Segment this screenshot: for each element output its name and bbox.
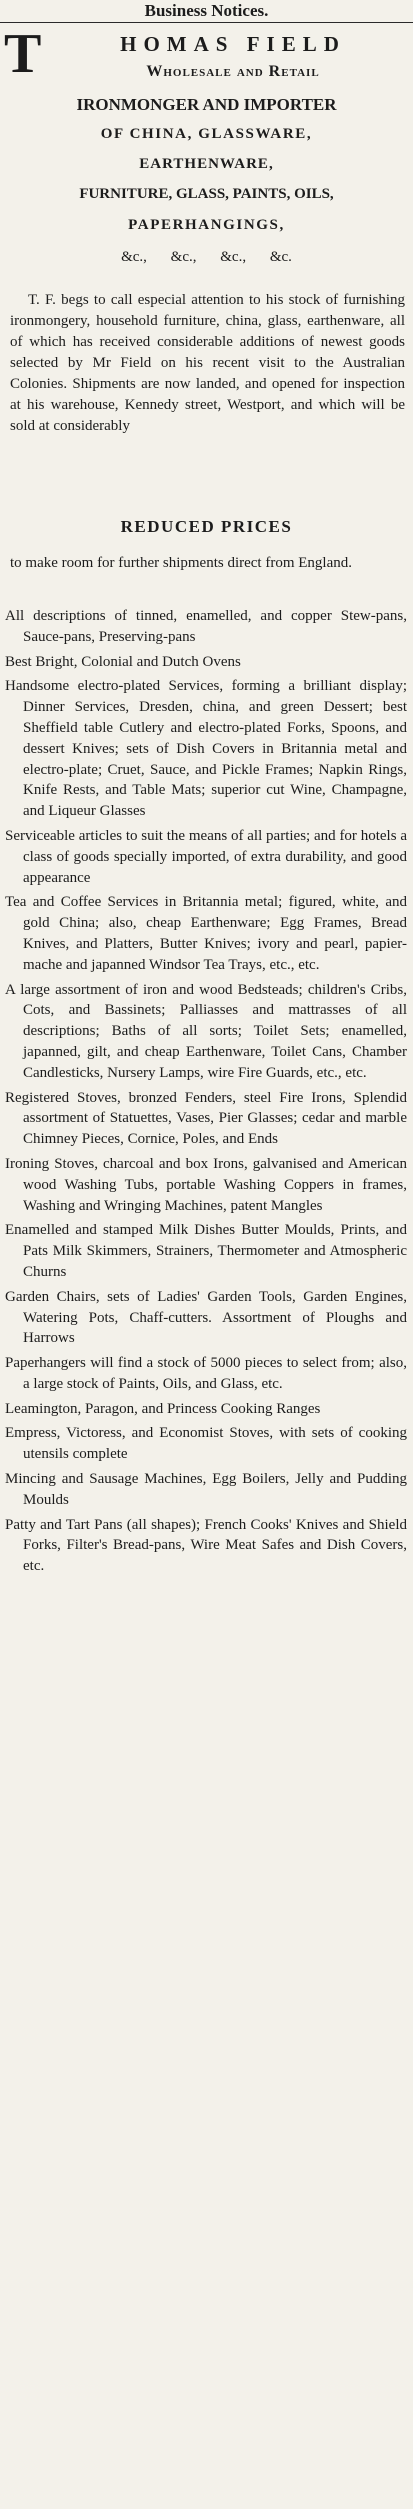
list-item: Serviceable articles to suit the means of all parties; and for hotels a class of goods specially imported, of extra durability, and good appearance (5, 827, 407, 886)
shipment-paragraph: to make room for further shipments direct from England. (10, 555, 352, 571)
list-item: Handsome electro-plated Services, forming a brilliant display; Dinner Services, Dresden, china, and green Dessert; best Sheffield table Cutlery and electro-plated Forks, Spoons, and dessert Knives; sets of Dish Covers in Britannia metal and electro-plate; Cruet, Sauce, and Pickle Frames; Napkin Rings, Knife Rests, and Table Mats; superior cut Wine, Champagne, and Liqueur Glasses (5, 678, 407, 820)
list-item: All descriptions of tinned, enamelled, and copper Stew-pans, Sauce-pans, Preserving-pans (5, 608, 407, 645)
intro-paragraph: T. F. begs to call especial attention to his stock of furnishing ironmongery, household furniture, china, glass, earthenware, all of which has received considerable additions of newest goods selected by Mr Field on his recent visit to the Australian Colonies. Shipments are now landed, and opened for inspection at his warehouse, Kennedy street, Westport, and which will be sold at considerably (10, 292, 405, 434)
etc-3: &c., (220, 249, 247, 265)
list-item: Ironing Stoves, charcoal and box Irons, galvanised and American wood Washing Tubs, portable Washing Coppers in frames, Washing and Wringing Machines, patent Mangles (5, 1155, 407, 1214)
section-heading: Business Notices. (144, 1, 269, 20)
proprietor-name: HOMAS FIELD (120, 32, 346, 56)
goods-line-4: PAPERHANGINGS, (128, 217, 285, 233)
list-item: A large assortment of iron and wood Bedsteads; children's Cribs, Cots, and Bassinets; Palliasses and mattrasses of all descriptions; Baths of all sorts; Toilet Sets; enamelled, japanned, gilt, and cheap Earthenware, Toilet Cans, Chamber Candlesticks, Nursery Lamps, wire Fire Guards, etc., etc. (5, 981, 407, 1081)
list-item: Paperhangers will find a stock of 5000 pieces to select from; also, a large stock of Paints, Oils, and Glass, etc. (5, 1355, 407, 1392)
heading-rule (0, 22, 413, 23)
wholesale-retail-line: Wholesale and Retail (146, 63, 320, 80)
trade-line: IRONMONGER AND IMPORTER (76, 95, 337, 114)
list-item: Tea and Coffee Services in Britannia metal; figured, white, and gold China; also, cheap Earthenware; Egg Frames, Bread Knives, and Platters, Butter Knives; ivory and pearl, papier-mache and japanned Windsor Tea Trays, etc., etc. (5, 894, 407, 973)
goods-line-1: OF CHINA, GLASSWARE, (100, 126, 313, 142)
list-item: Leamington, Paragon, and Princess Cooking Ranges (5, 1400, 321, 1417)
list-item: Registered Stoves, bronzed Fenders, steel Fire Irons, Splendid assortment of Statuettes, Vases, Pier Glasses; cedar and marble Chimney Pieces, Cornice, Poles, and Ends (5, 1089, 407, 1148)
list-item: Garden Chairs, sets of Ladies' Garden Tools, Garden Engines, Watering Pots, Chaff-cutters. Assortment of Ploughs and Harrows (5, 1288, 407, 1347)
goods-line-3: FURNITURE, GLASS, PAINTS, OILS, (79, 186, 334, 202)
list-item: Patty and Tart Pans (all shapes); French Cooks' Knives and Shield Forks, Filter's Bread-pans, Wire Meat Safes and Dish Covers, etc. (5, 1516, 407, 1575)
list-item: Mincing and Sausage Machines, Egg Boilers, Jelly and Pudding Moulds (5, 1471, 407, 1508)
list-item: Empress, Victoress, and Economist Stoves, with sets of cooking utensils complete (5, 1425, 407, 1463)
drop-cap-initial: T (4, 23, 42, 85)
goods-line-2: EARTHENWARE, (139, 156, 274, 172)
etcetera-line (0, 250, 413, 265)
etc-1: &c., (121, 249, 147, 265)
list-item: Enamelled and stamped Milk Dishes Butter Moulds, Prints, and Pats Milk Skimmers, Strainers, Thermometer and Atmospheric Churns (5, 1222, 407, 1280)
goods-list (5, 606, 407, 1581)
list-item: Best Bright, Colonial and Dutch Ovens (5, 653, 241, 670)
etc-4: &c. (269, 249, 292, 265)
reduced-prices-heading: REDUCED PRICES (120, 517, 293, 536)
etc-2: &c., (170, 249, 197, 265)
